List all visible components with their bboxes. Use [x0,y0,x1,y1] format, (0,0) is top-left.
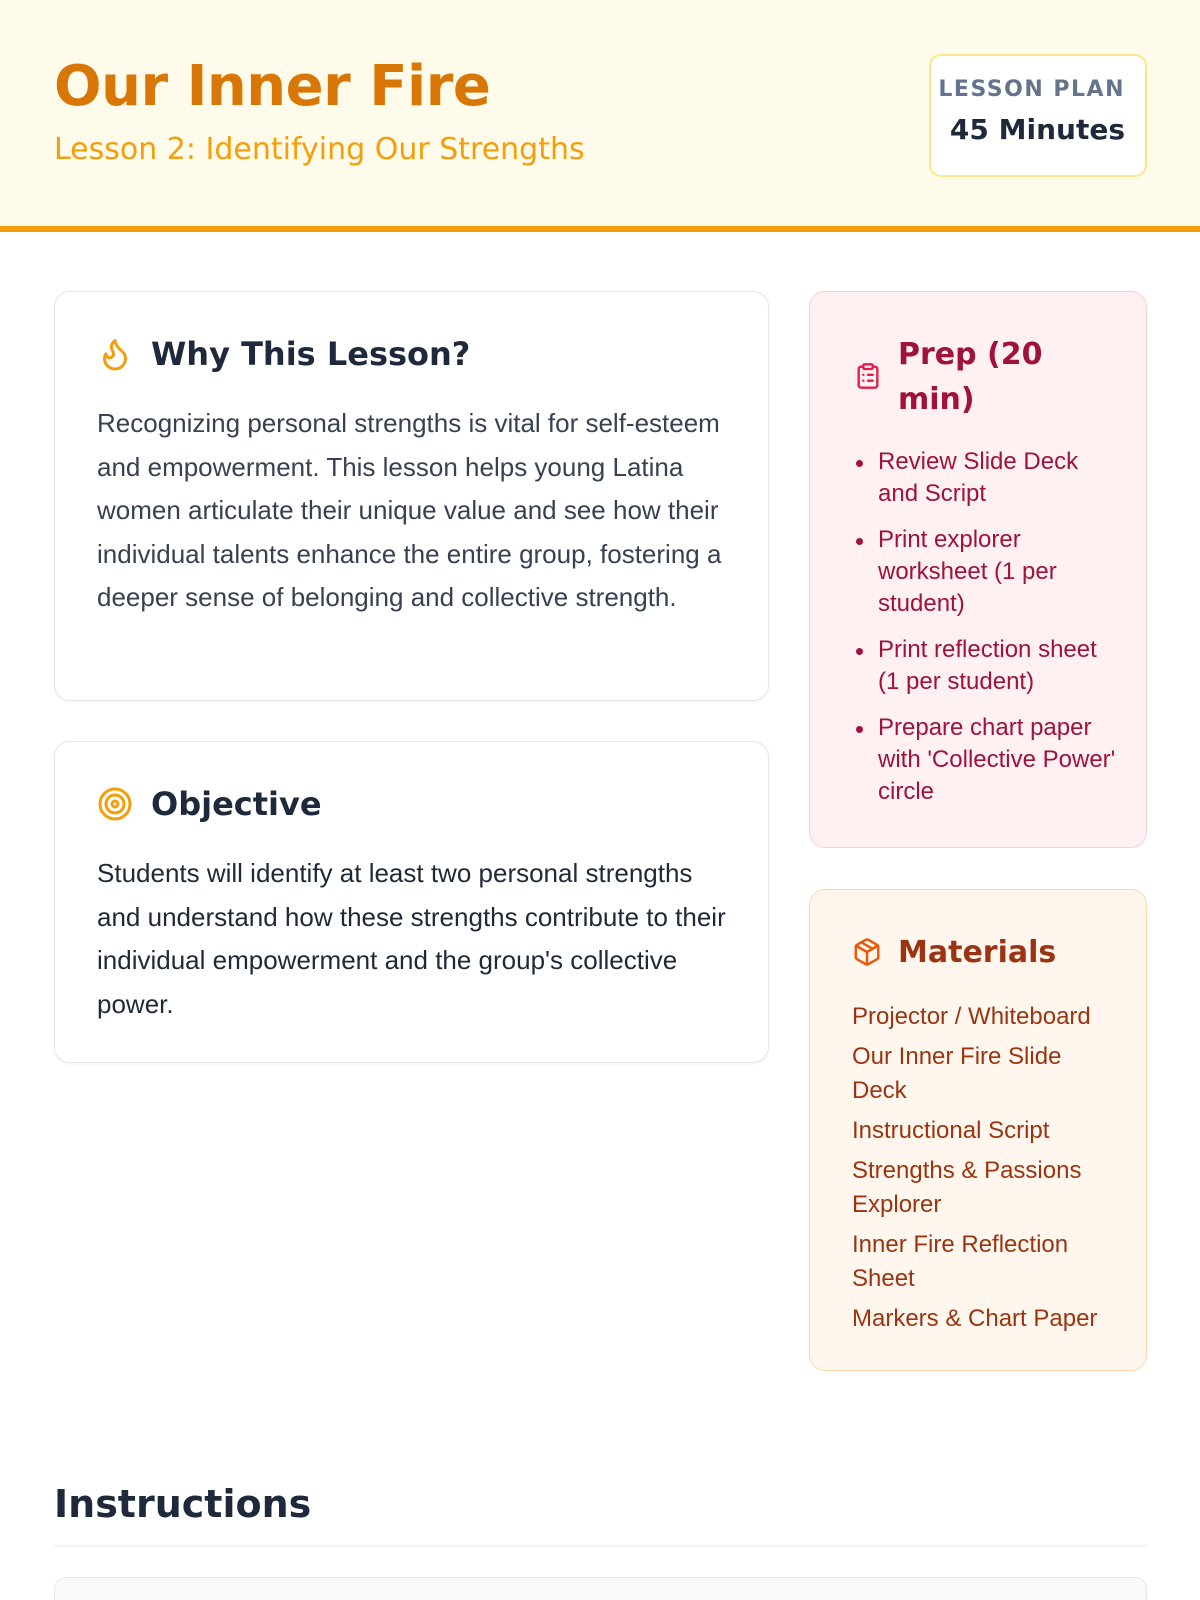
prep-item: Review Slide Deck and Script [854,446,1124,510]
instructions-divider [54,1545,1147,1547]
materials-card-title: Materials [898,934,1057,970]
prep-item: Print reflection sheet (1 per student) [854,634,1124,698]
badge-label: LESSON PLAN [938,77,1125,102]
prep-card-title: Prep (20 min) [898,337,1043,417]
why-card-header [97,334,470,374]
clipboard-icon [854,360,882,392]
materials-item: Projector / Whiteboard [852,1003,1091,1030]
prep-card [809,291,1147,848]
why-card-title: Why This Lesson? [151,335,471,373]
objective-card-body: Students will identify at least two personal strengths and understand how these strengths contribute to their individual empowerment and the group's collective power. [97,858,726,1019]
instructions-heading: Instructions [54,1482,312,1526]
lesson-header [0,0,1200,232]
why-this-lesson-card [54,291,769,701]
materials-item: Inner Fire Reflection Sheet [852,1231,1069,1292]
prep-list [854,446,1124,822]
package-icon [852,937,882,967]
materials-item: Strengths & Passions Explorer [852,1157,1082,1218]
badge-duration: 45 Minutes [949,113,1125,146]
prep-item: Prepare chart paper with 'Collective Power' circle [854,712,1124,808]
objective-card-header [97,784,322,824]
materials-item: Our Inner Fire Slide Deck [852,1043,1062,1104]
instructions-card [54,1577,1147,1600]
materials-card [809,889,1147,1371]
materials-card-header [852,932,1056,972]
materials-item: Instructional Script [852,1117,1050,1144]
lesson-title: Our Inner Fire [54,54,491,119]
prep-item: Print explorer worksheet (1 per student) [854,524,1124,620]
materials-list [852,1000,1122,1342]
target-icon [97,786,133,822]
why-card-body: Recognizing personal strengths is vital for self-esteem and empowerment. This lesson helps young Latina women articulate their unique value and see how their individual talents enhance the entire group, fostering a deeper sense of belonging and collective strength. [97,408,722,612]
objective-card [54,741,769,1063]
prep-card-header [854,332,1088,422]
objective-card-title: Objective [151,785,322,823]
flame-icon [97,336,133,372]
materials-item: Markers & Chart Paper [852,1305,1098,1332]
lesson-subtitle: Lesson 2: Identifying Our Strengths [54,132,585,167]
lesson-plan-badge [929,54,1147,177]
